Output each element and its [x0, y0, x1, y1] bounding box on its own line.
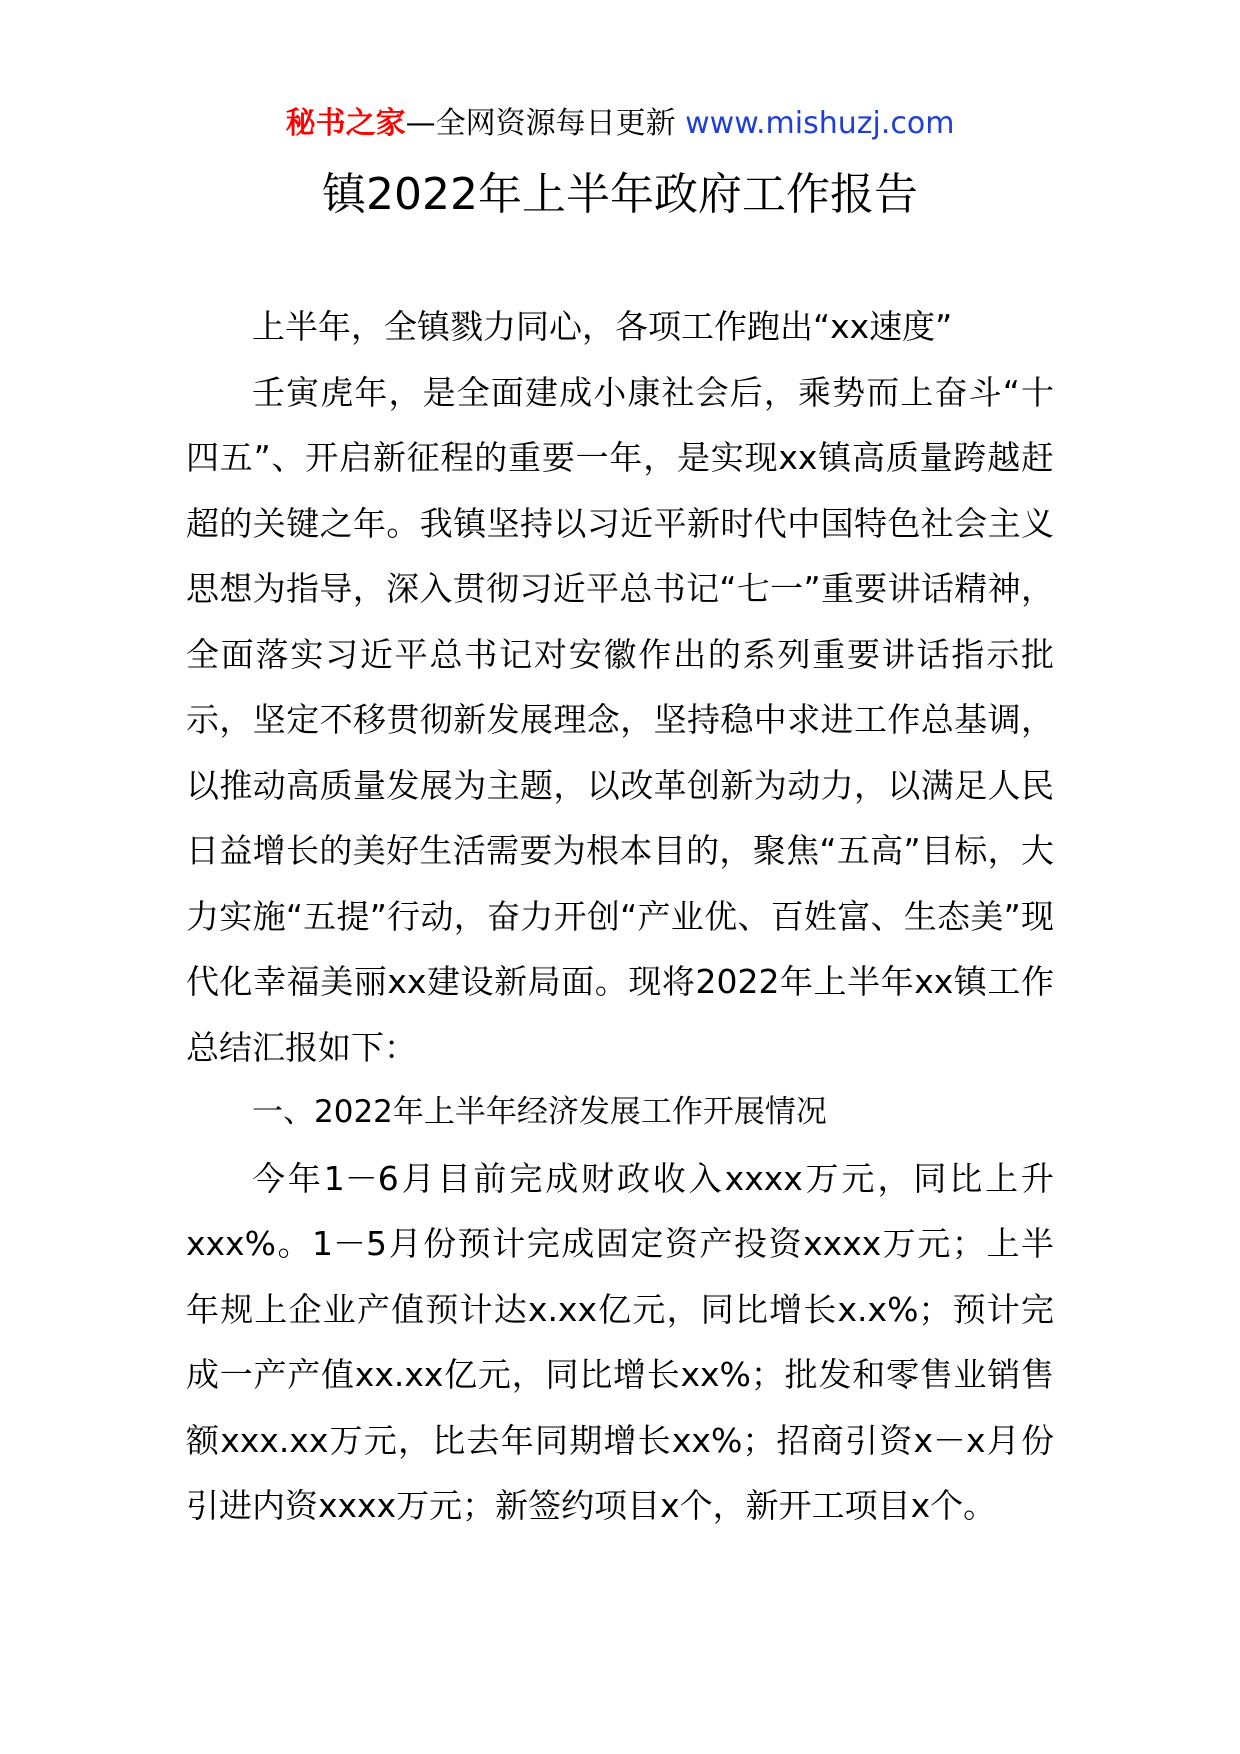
site-brand: 秘书之家 — [285, 106, 406, 141]
document-body — [186, 294, 1054, 1539]
site-header-banner — [0, 100, 1240, 148]
section-heading-economy: 一、2022年上半年经济发展工作开展情况 — [252, 1094, 827, 1130]
paragraph-intro: 壬寅虎年，是全面建成小康社会后，乘势而上奋斗“十四五”、开启新征程的重要一年，是实现xx镇高质量跨越赶超的关键之年。我镇坚持以习近平新时代中国特色社会主义思想为指导，深入贯彻习近平总书记“七一”重要讲话精神，全面落实习近平总书记对安徽作出的系列重要讲话指示批示，坚定不移贯彻新发展理念，坚持稳中求进工作总基调，以推动高质量发展为主题，以改革创新为动力，以满足人民日益增长的美好生活需要为根本目的，聚焦“五高”目标，大力实施“五提”行动，奋力开创“产业优、百姓富、生态美”现代化幸福美丽xx建设新局面。现将2022年上半年xx镇工作总结汇报如下： — [186, 372, 1054, 1067]
site-tagline: —全网资源每日更新 — [405, 106, 676, 141]
document-title: 镇2022年上半年政府工作报告 — [322, 169, 918, 220]
paragraph-economy-stats: 今年1－6月目前完成财政收入xxxx万元，同比上升xxx%。1－5月份预计完成固定资产投资xxxx万元；上半年规上企业产值预计达x.xx亿元，同比增长x.x%；预计完成一产产值xx.xx亿元，同比增长xx%；批发和零售业销售额xxx.xx万元，比去年同期增长xx%；招商引资x－x月份引进内资xxxx万元；新签约项目x个，新开工项目x个。 — [186, 1158, 1054, 1525]
paragraph-summary: 上半年，全镇戮力同心，各项工作跑出“xx速度” — [252, 307, 953, 346]
site-url-link[interactable]: www.mishuzj.com — [685, 106, 955, 141]
